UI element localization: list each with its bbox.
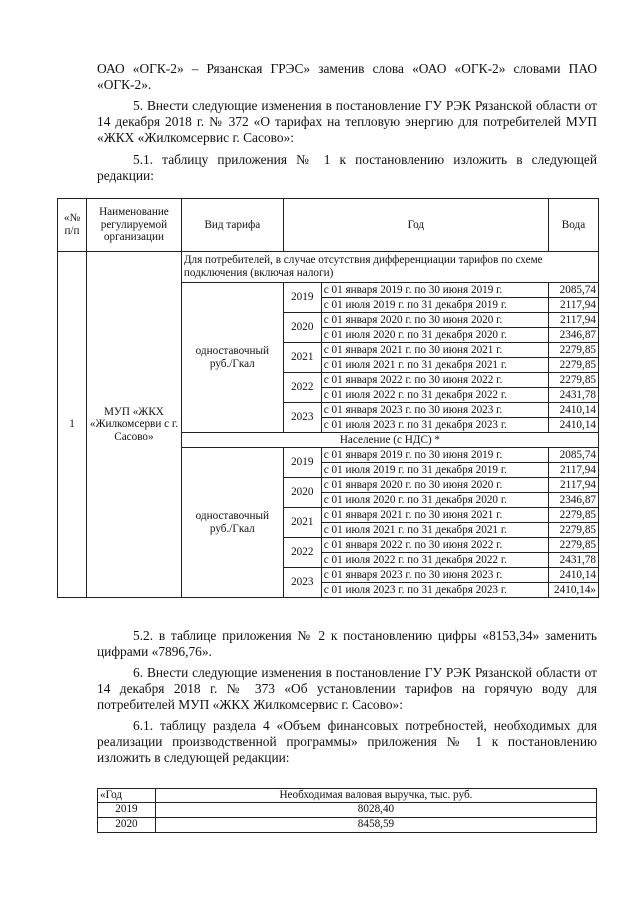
year-cell: 2021 [283,343,321,373]
period-cell: с 01 июля 2021 г. по 31 декабря 2021 г. [321,523,548,538]
revenue-header-row [98,789,597,803]
value-cell: 2346,87 [548,328,598,343]
value-cell: 2117,94 [548,463,598,478]
revenue-value: 8458,59 [155,817,596,832]
value-cell: 2279,85 [548,343,598,358]
year-cell: 2022 [283,538,321,568]
header-tariff: Вид тарифа [181,199,283,252]
table-row [98,802,597,817]
organization-name: МУП «ЖКХ «Жилкомсерви с г. Сасово» [86,252,181,598]
year-cell: 2023 [283,403,321,433]
period-cell: с 01 июля 2020 г. по 31 декабря 2020 г. [321,328,548,343]
value-cell: 2410,14» [548,583,598,598]
paragraph-item-6: 6. Внести следующие изменения в постановление ГУ РЭК Рязанской области от 14 декабря 2018 г. № 373 «Об установлении тарифов на горячую воду для потребителей МУП «ЖКХ Жилкомсервис г. Сасово»: [97,665,597,713]
value-cell: 2410,14 [548,568,598,583]
section-population: Население (с НДС) * [181,433,598,448]
period-cell: с 01 июля 2022 г. по 31 декабря 2022 г. [321,553,548,568]
year-cell: 2019 [283,283,321,313]
paragraph-item-5-2: 5.2. в таблице приложения № 2 к постановлению цифры «8153,34» заменить цифрами «7896,76». [97,628,597,660]
paragraph-item-5-1: 5.1. таблицу приложения № 1 к постановлению изложить в следующей редакции: [97,152,597,184]
value-cell: 2279,85 [548,523,598,538]
row-number: 1 [58,252,87,598]
header-num: «№ п/п [58,199,87,252]
value-cell: 2085,74 [548,448,598,463]
table-row [98,817,597,832]
period-cell: с 01 января 2020 г. по 30 июня 2020 г. [321,478,548,493]
value-cell: 2410,14 [548,403,598,418]
period-cell: с 01 июля 2021 г. по 31 декабря 2021 г. [321,358,548,373]
period-cell: с 01 июля 2022 г. по 31 декабря 2022 г. [321,388,548,403]
header-org: Наименование регулируемой организации [86,199,181,252]
period-cell: с 01 января 2022 г. по 30 июня 2022 г. [321,373,548,388]
period-cell: с 01 января 2019 г. по 30 июня 2019 г. [321,448,548,463]
paragraph-item-5: 5. Внести следующие изменения в постановление ГУ РЭК Рязанской области от 14 декабря 2018 г. № 372 «О тарифах на тепловую энергию для потребителей МУП «ЖКХ «Жилкомсервис г. Сасово»: [97,98,597,146]
period-cell: с 01 июля 2019 г. по 31 декабря 2019 г. [321,298,548,313]
paragraph-item-6-1: 6.1. таблицу раздела 4 «Объем финансовых потребностей, необходимых для реализации производственной программы» приложения № 1 к постановлению изложить в следующей редакции: [97,718,597,766]
revenue-table [97,788,597,833]
value-cell: 2117,94 [548,313,598,328]
value-cell: 2279,85 [548,373,598,388]
year-cell: 2022 [283,373,321,403]
section-row [58,252,599,283]
header-water: Вода [548,199,598,252]
value-cell: 2117,94 [548,298,598,313]
period-cell: с 01 января 2019 г. по 30 июня 2019 г. [321,283,548,298]
period-cell: с 01 июля 2019 г. по 31 декабря 2019 г. [321,463,548,478]
tariff-type: одноставочный руб./Гкал [181,448,283,598]
paragraph-ogk: ОАО «ОГК-2» – Рязанская ГРЭС» заменив слова «ОАО «ОГК-2» словами ПАО «ОГК-2». [97,61,597,93]
value-cell: 2279,85 [548,538,598,553]
year-cell: 2020 [283,313,321,343]
revenue-header-year: «Год [98,789,156,803]
revenue-year: 2020 [98,817,156,832]
header-year: Год [283,199,548,252]
value-cell: 2431,78 [548,553,598,568]
value-cell: 2431,78 [548,388,598,403]
value-cell: 2085,74 [548,283,598,298]
period-cell: с 01 января 2023 г. по 30 июня 2023 г. [321,403,548,418]
period-cell: с 01 июля 2020 г. по 31 декабря 2020 г. [321,493,548,508]
period-cell: с 01 июля 2023 г. по 31 декабря 2023 г. [321,418,548,433]
period-cell: с 01 июля 2023 г. по 31 декабря 2023 г. [321,583,548,598]
tariff-table [57,198,599,598]
year-cell: 2023 [283,568,321,598]
value-cell: 2346,87 [548,493,598,508]
year-cell: 2021 [283,508,321,538]
value-cell: 2117,94 [548,478,598,493]
revenue-header-value: Необходимая валовая выручка, тыс. руб. [155,789,596,803]
value-cell: 2279,85 [548,358,598,373]
period-cell: с 01 января 2021 г. по 30 июня 2021 г. [321,343,548,358]
revenue-year: 2019 [98,802,156,817]
period-cell: с 01 января 2021 г. по 30 июня 2021 г. [321,508,548,523]
year-cell: 2020 [283,478,321,508]
section-consumers: Для потребителей, в случае отсутствия дифференциации тарифов по схеме подключения (включая налоги) [181,252,598,283]
value-cell: 2410,14 [548,418,598,433]
period-cell: с 01 января 2023 г. по 30 июня 2023 г. [321,568,548,583]
value-cell: 2279,85 [548,508,598,523]
period-cell: с 01 января 2022 г. по 30 июня 2022 г. [321,538,548,553]
revenue-value: 8028,40 [155,802,596,817]
table-header-row [58,199,599,252]
tariff-type: одноставочный руб./Гкал [181,283,283,433]
period-cell: с 01 января 2020 г. по 30 июня 2020 г. [321,313,548,328]
year-cell: 2019 [283,448,321,478]
